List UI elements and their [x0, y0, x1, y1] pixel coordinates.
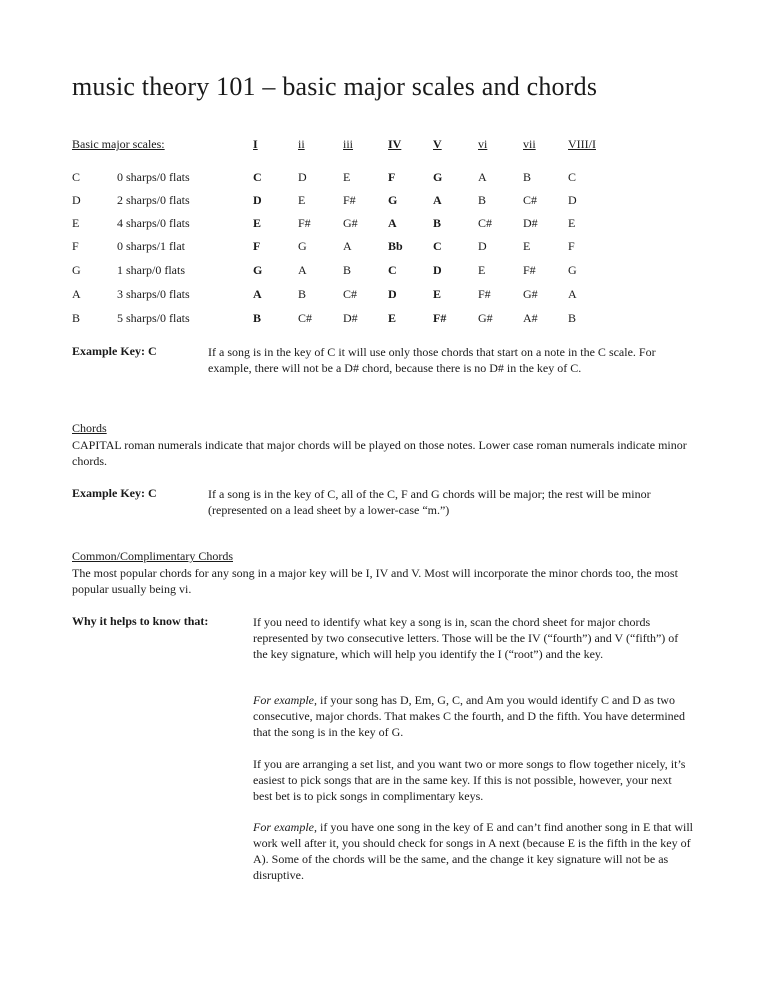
scale-note: F# [433, 311, 447, 325]
why-paragraph-3: If you are arranging a set list, and you want two or more songs to flow together nicely, it’s easiest to pick songs that are in the same key. If this is not possible, however, your next best bet is to pick songs in complimentary keys. [253, 757, 686, 803]
scale-signature: 0 sharps/1 flat [117, 239, 185, 253]
scale-note: A [343, 239, 352, 253]
why-paragraph-2 [253, 692, 693, 740]
scale-note: G# [343, 216, 358, 230]
scale-note: G [433, 170, 443, 184]
scale-note: C# [343, 287, 358, 301]
scale-key: G [72, 263, 81, 277]
degree-header-6: vi [478, 137, 488, 151]
degree-header-3: iii [343, 137, 354, 151]
scale-note: C# [523, 193, 538, 207]
degree-header-5: V [433, 137, 442, 151]
scale-note: G [568, 263, 577, 277]
scale-note: F# [523, 263, 536, 277]
scale-signature: 3 sharps/0 flats [117, 287, 190, 301]
scale-note: F [253, 239, 261, 253]
scale-note: B [343, 263, 352, 277]
degree-header-7: vii [523, 137, 536, 151]
scale-note: C [433, 239, 442, 253]
scale-signature: 0 sharps/0 flats [117, 170, 190, 184]
scale-note: F# [298, 216, 311, 230]
why-paragraph-4 [253, 819, 693, 883]
degree-header-2: ii [298, 137, 305, 151]
scale-key: C [72, 170, 81, 184]
why-p2-lead: For example, [253, 693, 317, 707]
scale-note: D# [523, 216, 538, 230]
scale-note: G [298, 239, 307, 253]
common-text: The most popular chords for any song in a major key will be I, IV and V. Most will incorporate the minor chords too, the most popular usually being vi. [72, 566, 678, 596]
scale-note: C# [298, 311, 313, 325]
scale-key: D [72, 193, 81, 207]
scale-note: D [433, 263, 442, 277]
example2-label: Example Key: C [72, 486, 157, 500]
scale-note: C [253, 170, 262, 184]
why-label: Why it helps to know that: [72, 614, 209, 628]
page-title: music theory 101 – basic major scales and chords [72, 72, 598, 101]
degree-header-4: IV [388, 137, 402, 151]
scale-note: B [568, 311, 577, 325]
scale-signature: 2 sharps/0 flats [117, 193, 190, 207]
scale-note: A [253, 287, 262, 301]
chords-heading: Chords [72, 421, 107, 435]
scale-note: G [388, 193, 398, 207]
scale-note: F [568, 239, 575, 253]
scale-note: Bb [388, 239, 403, 253]
scale-note: D [478, 239, 487, 253]
scale-note: D [298, 170, 307, 184]
scale-key: E [72, 216, 80, 230]
scale-note: D [253, 193, 262, 207]
scale-note: C [388, 263, 397, 277]
scale-note: D# [343, 311, 358, 325]
scale-note: G# [478, 311, 493, 325]
why-p4-rest: if you have one song in the key of E and can’t find another song in E that will work well after it, you should check for songs in A next (because E is the fifth in the key of A). Some of the chords will be the same, and the change it key signature will not be as disruptive. [253, 820, 694, 882]
scale-note: B [523, 170, 532, 184]
scale-note: B [478, 193, 487, 207]
scale-note: E [523, 239, 531, 253]
why-paragraph-1: If you need to identify what key a song is in, scan the chord sheet for major chords represented by two consecutive letters. Those will be the IV (“fourth”) and V (“fifth”) of the key signature, which will help you identify the I (“root”) and the key. [253, 615, 679, 661]
scale-note: E [568, 216, 576, 230]
scale-key: F [72, 239, 79, 253]
why-p2-rest: if your song has D, Em, G, C, and Am you would identify C and D as two consecutive, major chords. That makes C the fourth, and D the fifth. You have determined that the song is in the key of G. [253, 693, 686, 739]
scale-note: E [343, 170, 351, 184]
scale-note: E [253, 216, 262, 230]
scale-note: D [568, 193, 577, 207]
scale-note: A [298, 263, 307, 277]
scale-note: F [388, 170, 396, 184]
scale-note: E [478, 263, 486, 277]
chords-text: CAPITAL roman numerals indicate that major chords will be played on those notes. Lower case roman numerals indicate minor chords. [72, 438, 687, 468]
example1-label: Example Key: C [72, 344, 157, 358]
scale-note: E [388, 311, 397, 325]
scale-note: B [298, 287, 307, 301]
common-heading: Common/Complimentary Chords [72, 549, 233, 563]
scale-key: B [72, 311, 81, 325]
scale-signature: 5 sharps/0 flats [117, 311, 190, 325]
scale-note: B [433, 216, 442, 230]
degree-header-1: I [253, 137, 258, 151]
scale-note: A [478, 170, 487, 184]
scales-heading: Basic major scales: [72, 137, 165, 151]
scale-key: A [72, 287, 81, 301]
scale-signature: 1 sharp/0 flats [117, 263, 185, 277]
scale-note: A [388, 216, 397, 230]
degree-header-8: VIII/I [568, 137, 596, 151]
scale-note: F# [343, 193, 356, 207]
scale-note: E [298, 193, 306, 207]
scale-note: E [433, 287, 442, 301]
scale-note: F# [478, 287, 491, 301]
scale-note: G# [523, 287, 538, 301]
example2-text: If a song is in the key of C, all of the C, F and G chords will be major; the rest will be minor (represented on a lead sheet by a lower-case “m.”) [208, 487, 651, 517]
scale-note: A# [523, 311, 538, 325]
scale-note: A [433, 193, 442, 207]
scale-note: C# [478, 216, 493, 230]
why-p4-lead: For example, [253, 820, 317, 834]
scale-note: A [568, 287, 577, 301]
example1-text: If a song is in the key of C it will use only those chords that start on a note in the C scale. For example, there will not be a D# chord, because there is no D# in the key of C. [208, 345, 656, 375]
scale-note: C [568, 170, 577, 184]
scale-signature: 4 sharps/0 flats [117, 216, 190, 230]
scale-note: G [253, 263, 263, 277]
scale-note: D [388, 287, 397, 301]
scale-note: B [253, 311, 262, 325]
